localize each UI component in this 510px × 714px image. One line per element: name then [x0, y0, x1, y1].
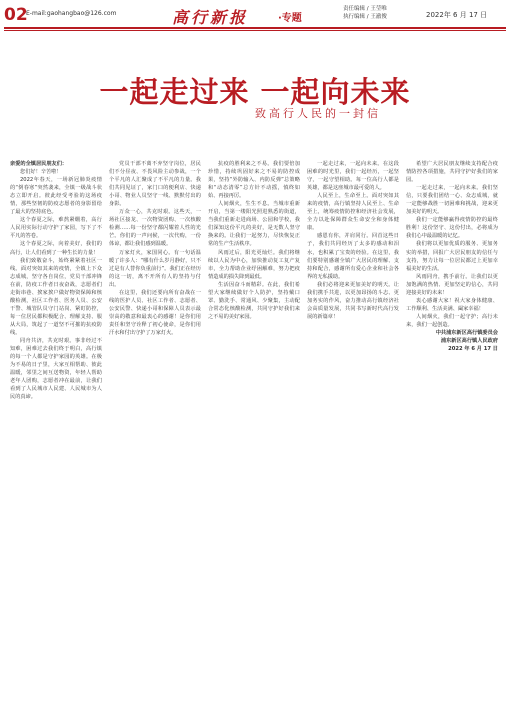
text-column-3	[208, 160, 300, 708]
text-column-5	[406, 160, 498, 708]
paragraph: 我们一定能够赢得疫情防控的最终胜利！这份坚守、这份付出，必将成为我们心中最温暖的记忆。	[406, 217, 498, 240]
paragraph: 生活因奋斗而精彩。在此，我们希望大家继续做好个人防护，坚持戴口罩、勤洗手、常通风、少聚集，主动配合常态化核酸检测，共同守护好我们来之不易的美好家园。	[208, 281, 300, 320]
text-column-2	[109, 160, 201, 708]
paragraph: 一起走过来，一起向未来。我们坚信，只要我们团结一心、众志成城，就一定能够战胜一切困难和挑战，迎来更加美好的明天。	[406, 185, 498, 216]
text-column-1	[10, 160, 102, 708]
paragraph: 人民至上，生命至上。面对突如其来的疫情，高行镇坚持人民至上、生命至上，统筹疫情防控和经济社会发展，全力以赴保障群众生命安全和身体健康。	[307, 193, 399, 232]
text-column-4	[307, 160, 399, 708]
paragraph: 我们致敬奋斗，始终紧紧着社区一线。面对突如其来的疫情，全镇上下众志成城，坚守各自岗位，党员干部冲锋在前，防疫工作者日夜奋战，志愿者们走街串巷、挨家挨户做好物资保障和核酸检测，社区工作者、医务人员、公安干警、城管队员守门站岗、紧盯防控，每一位居民都积极配合、理解支持、服从大局，筑起了一道坚不可摧的抗疫防线。	[10, 257, 102, 336]
header-divider	[4, 27, 506, 29]
paragraph: 万家灯火，家国同心。有一句话温暖了许多人：“哪有什么岁月静好，只不过是有人替你负重前行”。我们正在经历的这一切，离不开所有人的坚持与付出。	[109, 249, 201, 288]
paragraph: 风雨过后，阳光更灿烂。我们将继续以人民为中心，加快推动复工复产复市，全力帮助企业纾困解难，努力把疫情造成的损失降到最低。	[208, 249, 300, 280]
masthead-title: 高行新报	[172, 8, 249, 27]
paragraph: 风雨同舟，携手前行。让我们以更加饱满的热情、更加坚定的信心，共同迎接美好的未来！	[406, 273, 498, 296]
page-number: 02	[4, 5, 28, 25]
paragraph: 我们将以更加优质的服务、更加务实的举措，回报广大居民朋友的信任与支持，努力让每一位居民都过上更加幸福美好的生活。	[406, 241, 498, 272]
greeting: 亲爱的全镇居民朋友们：	[10, 161, 68, 167]
masthead	[168, 4, 328, 26]
closing-line: 人间烟火，我们一起守护；高行未来，我们一起创造。	[406, 313, 498, 328]
paragraph: 万众一心，共克时艰。这些天，一场社区接龙、一次物资团购、一次核酸检测……每一份坚守都闪耀着人性的光芒。你们的一声问候，一次代购，一份体谅，都让我们感到温暖。	[109, 209, 201, 248]
issue-date: 2022年 6 月 17 日	[426, 11, 488, 19]
paragraph: 您们好！辛苦啦！	[20, 169, 62, 176]
paragraph: 2022年春天，一场新冠肺炎疫情的“倒春寒”突然袭来，全镇一级战斗状态立即开启。彼此经受考验的这场疫情，那些坚韧的防疫志愿者的身影留给了最大的坚持底色。	[10, 177, 102, 216]
paragraph: 这个春夏之际，难熬紧绷着，高行人民用实际行动守护了家园，写下了不平凡的答卷。	[10, 217, 102, 240]
signature-government: 浦东新区高行镇人民政府	[440, 338, 498, 345]
editor-credits	[343, 5, 387, 21]
paragraph: 人间烟火，生生不息。当城市重新开启，当第一缕阳光照进熟悉的街道，当我们重新走进商场、公园和学校，我们深知这份平凡的美好，是无数人坚守换来的。让我们一起努力，尽快恢复正常的生产生活秩序。	[208, 201, 300, 248]
signature-date: 2022 年 6 月 17 日	[448, 346, 498, 353]
paragraph: 感恩有你，并肩同行。回首这些日子，我们共同经历了太多的感动和泪水，也积累了宝贵的经验。在这里，我们要特别感谢全镇广大居民的理解、支持和配合，感谢所有爱心企业和社会各界的无私援助。	[307, 233, 399, 280]
section-name: ·专题	[278, 13, 302, 24]
paragraph: 我们必将迎来更加美好的明天。让我们携手共进，以更加昂扬的斗志、更加务实的作风，奋力推动高行镇经济社会高质量发展，共同书写新时代高行发展的新篇章！	[307, 281, 399, 320]
editor-line: 执行编辑 / 王澈俊	[343, 14, 387, 20]
paragraph: 希望广大居民朋友继续支持配合疫情防控各项措施，共同守护好我们的家园。	[406, 161, 498, 184]
email-address: E-mail:gaohangbao@126.com	[26, 10, 117, 17]
paragraph: 同舟共济，共克时艰。事非经过不知难，困难过去我们终于明白，高行镇的每一个人都是守护家园的英雄。在极为不易的日子里，大家互相帮助、彼此温暖，邻里之间互送物资，年轻人帮助老年人团购，志愿者冲在最前，让我们看到了人民城市人民建、人民城市为人民的真谛。	[10, 338, 102, 401]
letter-body	[10, 160, 500, 708]
page-header	[0, 0, 510, 30]
paragraph: 一起走过来，一起向未来。在这段困难的时光里，我们一起经历，一起坚守，一起守望相助。每一位高行人都是英雄，都是这座城市最可爱的人。	[307, 161, 399, 192]
paragraph: 党员干部不离不弃坚守岗位，居民们不分昼夜、不畏风险主动参战，一个个平凡的人汇聚成了不平凡的力量。我们共同见证了，家门口的便利店、快递小哥、物业人员坚守一线、默默付出的身影。	[109, 161, 201, 208]
header-divider-thin	[4, 30, 506, 31]
signature-party-committee: 中共浦东新区高行镇委员会	[435, 329, 498, 336]
paragraph: 这个春夏之际，向着美好，我们的高行，让人们看到了一种生长的力量！	[10, 241, 102, 256]
headline: 一起走过来 一起向未来	[99, 75, 411, 109]
paragraph: 衷心感谢大家！祝大家身体健康、工作顺利、生活美满、阖家幸福！	[406, 297, 498, 312]
editor-line: 责任编辑 / 王莹唯	[343, 6, 387, 12]
paragraph: 在这里，我们还要向所有奋战在一线的医护人员、社区工作者、志愿者、公安民警、快递小哥和保障人员表示最崇高的敬意和最衷心的感谢！是你们用责任和坚守诠释了初心使命，是你们用汗水和付出守护了万家灯火。	[109, 289, 201, 336]
subheadline: 致高行人民的一封信	[255, 107, 381, 120]
paragraph: 抗疫的胜利来之不易。我们要倍加珍惜，持续巩固好来之不易的防控成果，坚持“外防输入、内防反弹”总策略和“动态清零”总方针不动摇，慎终如始、再接再厉。	[208, 161, 300, 200]
